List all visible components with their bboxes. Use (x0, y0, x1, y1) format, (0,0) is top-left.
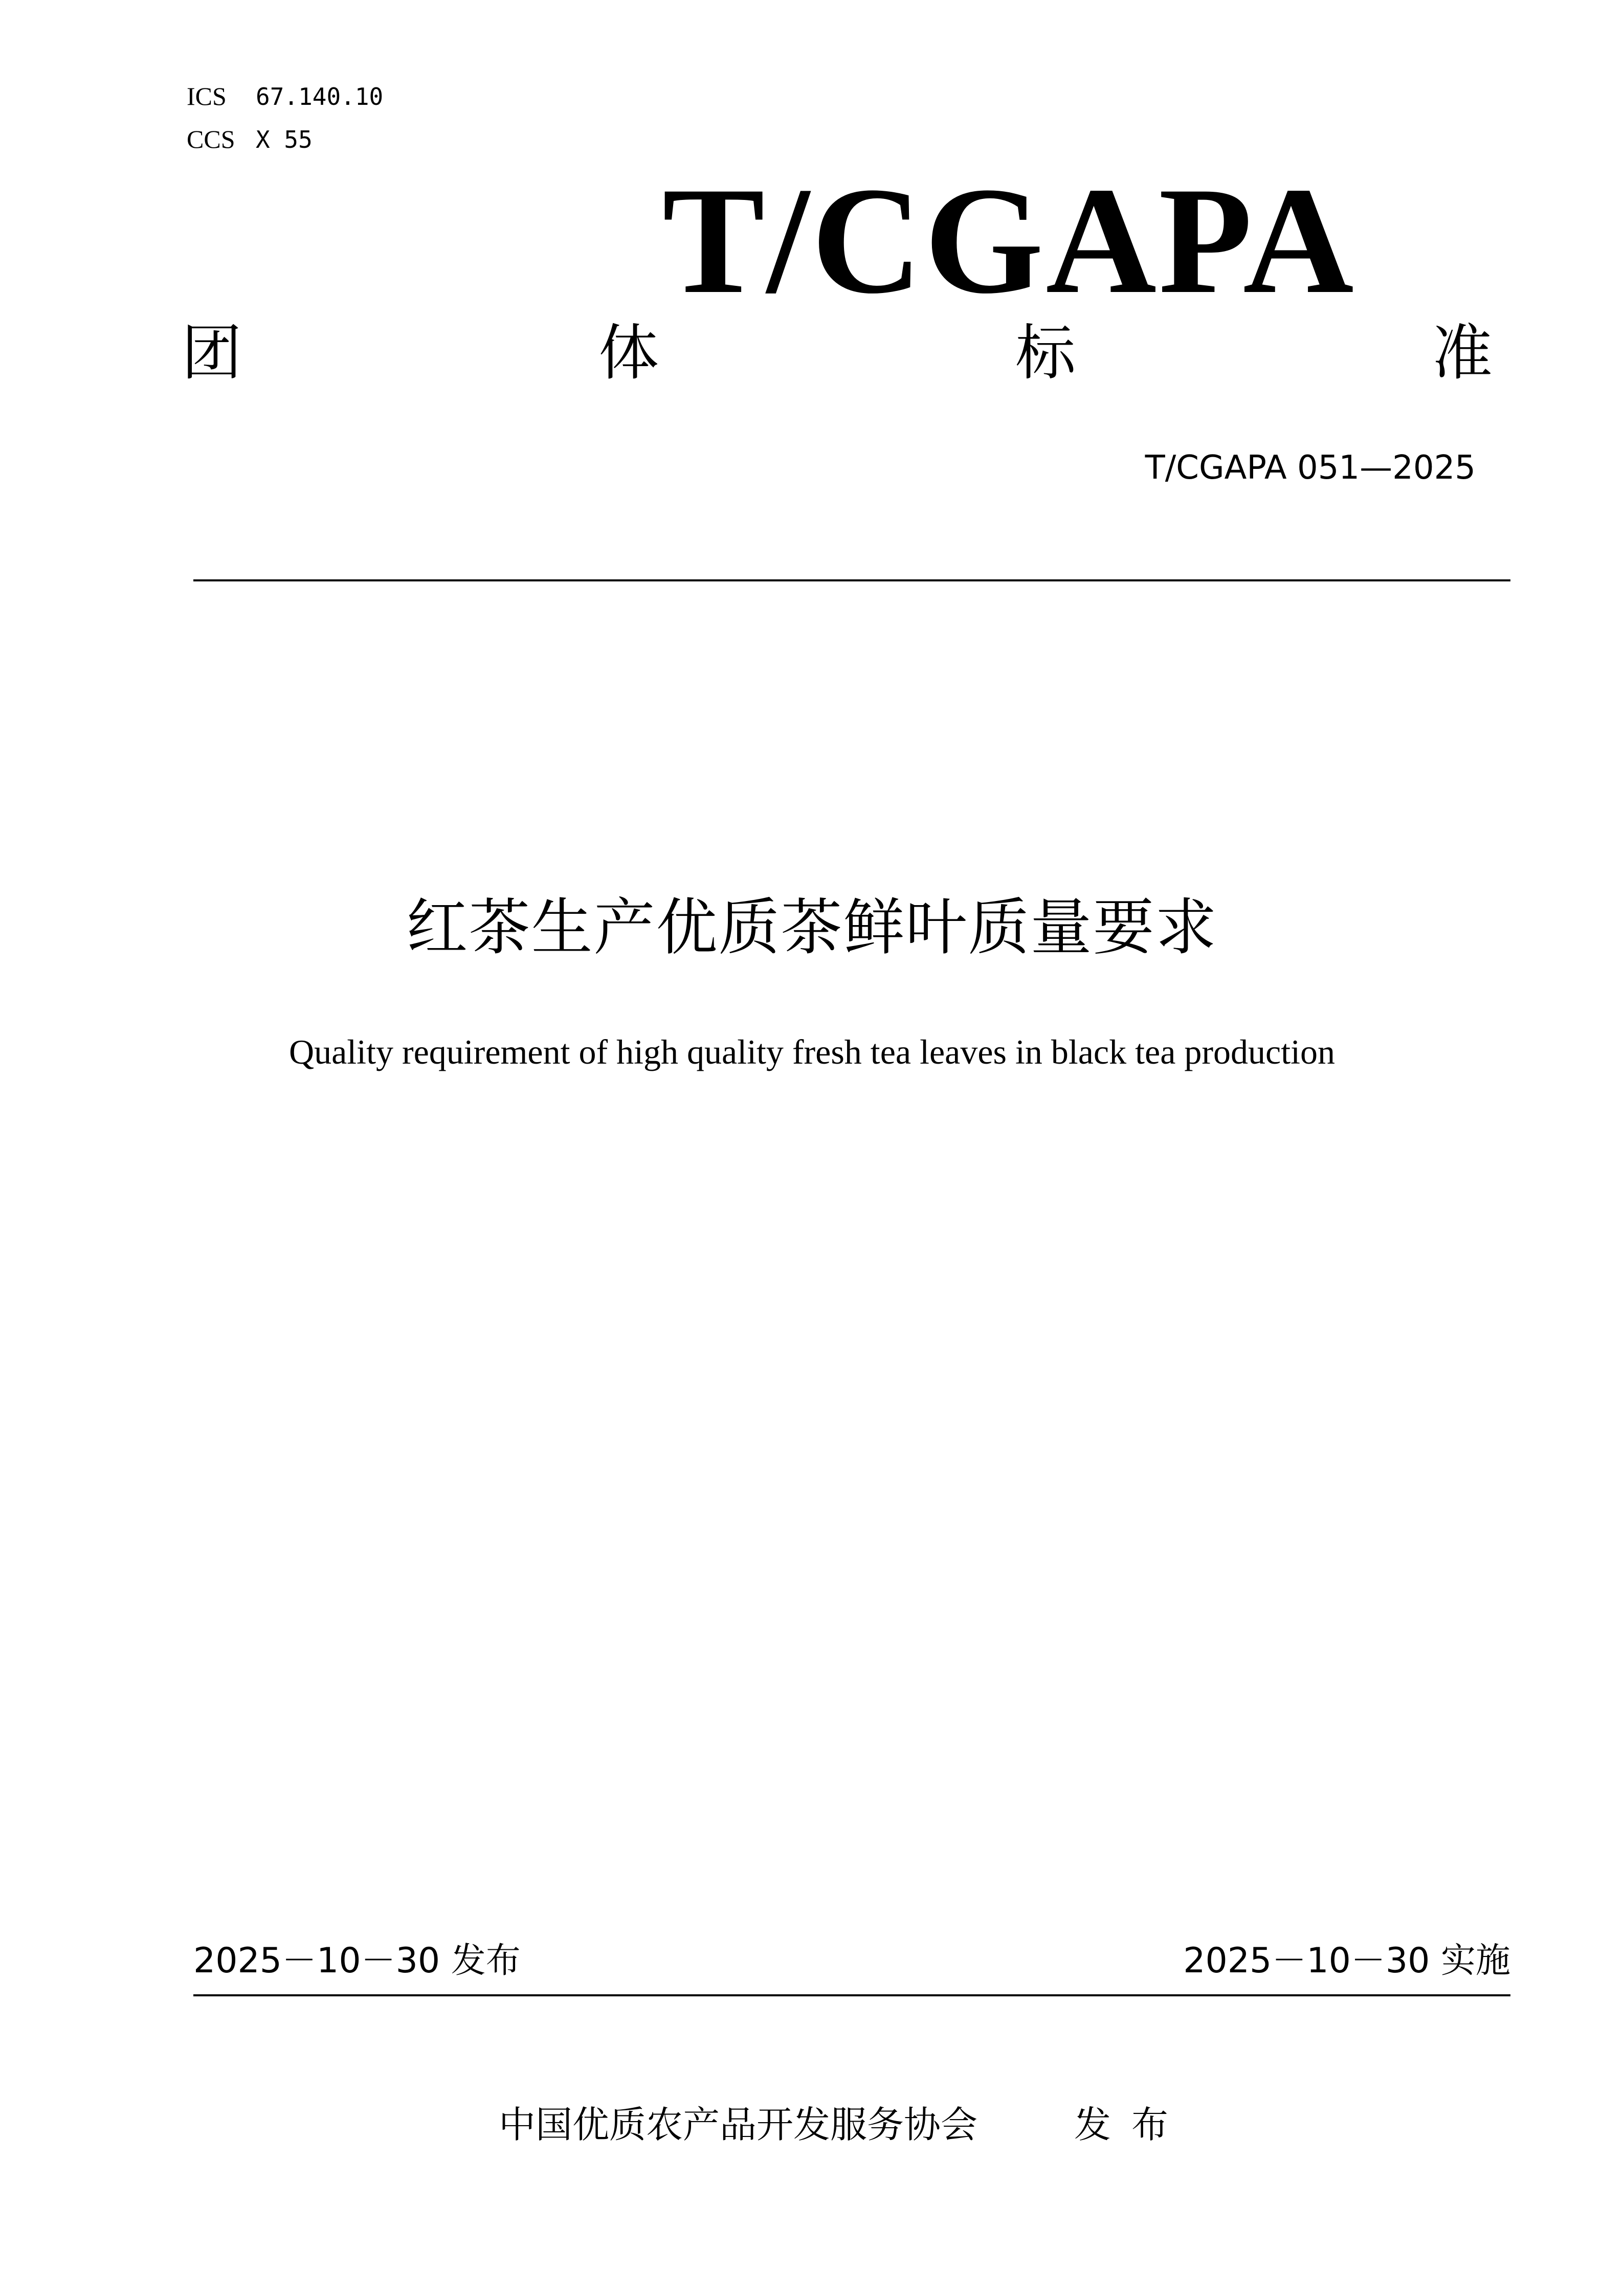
standard-type-char: 标 (1015, 318, 1076, 388)
publisher-name: 中国优质农产品开发服务协会 (499, 2103, 978, 2146)
standard-type-char: 准 (1432, 318, 1493, 388)
ccs-code (187, 124, 313, 155)
ics-label: ICS (187, 82, 227, 110)
publish-date: 2025－10－30 发布 (193, 1941, 521, 1981)
standard-type-char: 体 (598, 318, 659, 388)
top-divider (193, 579, 1510, 581)
title-chinese: 红茶生产优质茶鲜叶质量要求 (406, 892, 1218, 963)
ccs-value: X 55 (256, 126, 313, 153)
ics-value: 67.140.10 (256, 83, 384, 110)
publisher-action: 发布 (1074, 2103, 1189, 2146)
implement-date: 2025－10－30 实施 (1183, 1941, 1510, 1981)
standard-number: T/CGAPA 051—2025 (1145, 449, 1476, 487)
standard-type-char: 团 (182, 318, 242, 388)
ics-code (187, 81, 383, 112)
standard-logo: T/CGAPA (662, 155, 1356, 325)
bottom-divider (193, 1994, 1510, 1996)
title-english: Quality requirement of high quality fresh tea leaves in black tea production (289, 1032, 1335, 1071)
ccs-label: CCS (187, 125, 235, 153)
